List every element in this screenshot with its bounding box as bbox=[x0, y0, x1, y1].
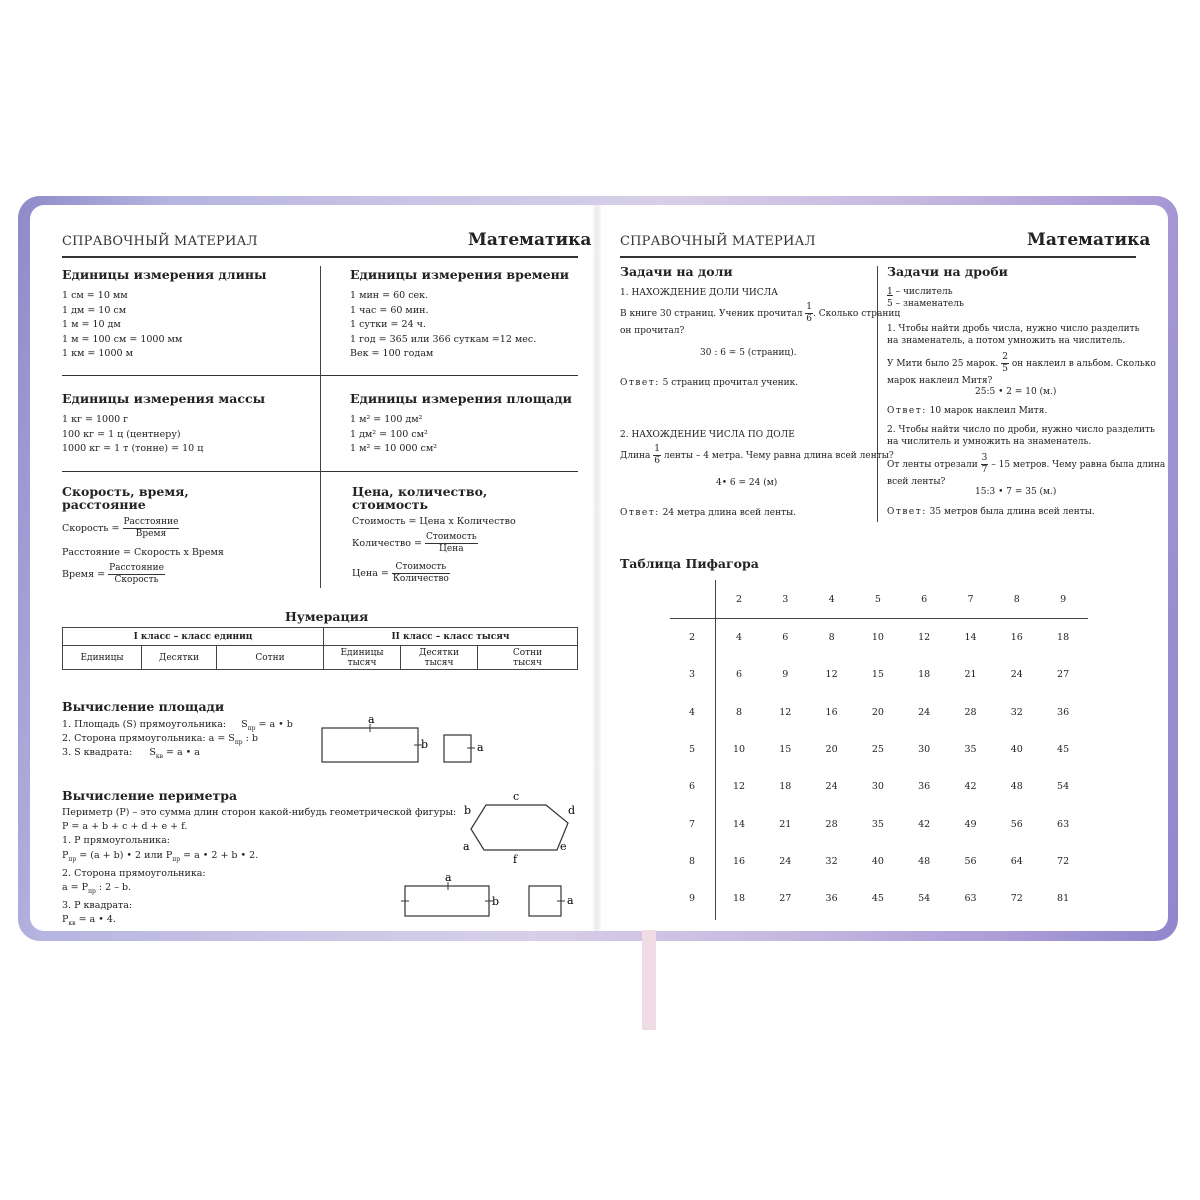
pythagoras-table bbox=[670, 580, 1090, 920]
mass-units-title: Единицы измерения массы bbox=[62, 391, 266, 406]
text: В книге 30 страниц. Ученик прочитал bbox=[620, 309, 803, 319]
text: 1. Площадь (S) прямоугольника: bbox=[62, 719, 227, 730]
denominator: 5 bbox=[887, 299, 893, 309]
text-line bbox=[887, 286, 964, 298]
pythagoras-cell: 42 bbox=[964, 781, 977, 793]
subscript: пр bbox=[172, 855, 181, 863]
numerator: Расстояние bbox=[123, 517, 179, 527]
pythagoras-cell: 24 bbox=[1010, 669, 1023, 681]
pythagoras-cell: 48 bbox=[1010, 781, 1023, 793]
text-line: 2. Чтобы найти число по дроби, нужно число разделить bbox=[887, 425, 1155, 435]
left-page-header: СПРАВОЧНЫЙ МАТЕРИАЛ bbox=[62, 234, 258, 249]
shares-calc-1: 30 : 6 = 5 (страниц). bbox=[700, 348, 797, 358]
time-line: Век = 100 годам bbox=[350, 348, 434, 359]
digit-thousand-tens bbox=[401, 646, 478, 670]
area-line: 1 дм² = 100 см² bbox=[350, 428, 428, 440]
length-line: 1 м = 10 дм bbox=[62, 319, 121, 330]
length-line: 1 км = 1000 м bbox=[62, 348, 133, 359]
fraction-legend bbox=[887, 286, 964, 310]
pythagoras-col-header: 5 bbox=[874, 594, 881, 605]
answer-label: Ответ: bbox=[887, 507, 927, 517]
pythagoras-col-header: 6 bbox=[921, 594, 928, 605]
fraction bbox=[392, 562, 450, 585]
label-a: a bbox=[463, 840, 470, 853]
numerator: 1 bbox=[887, 287, 893, 297]
area-calc-line-3 bbox=[62, 746, 200, 764]
pythagoras-cell: 27 bbox=[1057, 669, 1070, 681]
pythagoras-cell: 27 bbox=[779, 893, 792, 905]
pythagoras-cell: 21 bbox=[964, 669, 977, 681]
shares-problem-2 bbox=[620, 444, 894, 467]
fraction bbox=[425, 532, 478, 555]
numerator: Расстояние bbox=[109, 563, 164, 573]
answer-text: 24 метра длина всей ленты. bbox=[662, 508, 797, 518]
answer-label: Ответ: bbox=[620, 508, 660, 518]
text-line: всей ленты? bbox=[887, 477, 946, 487]
text: = a • b bbox=[255, 719, 293, 730]
label-c: c bbox=[513, 790, 520, 803]
label-b: b bbox=[421, 738, 429, 751]
answer-text: 35 метров была длина всей ленты. bbox=[929, 507, 1095, 517]
digit-thousand-units bbox=[324, 646, 401, 670]
length-line: 1 см = 10 мм bbox=[62, 290, 128, 301]
area-units-title: Единицы измерения площади bbox=[350, 391, 572, 406]
subscript: пр bbox=[88, 887, 96, 895]
text: – знаменатель bbox=[895, 299, 964, 309]
denominator: Цена bbox=[439, 544, 464, 554]
perimeter-diagram bbox=[398, 870, 578, 922]
pythagoras-cell: 42 bbox=[918, 818, 931, 830]
text: . Сколько страниц bbox=[813, 309, 901, 319]
class-1-header: I класс – класс единиц bbox=[63, 628, 324, 646]
text-line bbox=[887, 453, 1165, 476]
price-title-line: Цена, количество, bbox=[352, 484, 488, 499]
pythagoras-cell: 12 bbox=[732, 781, 746, 793]
text: : b bbox=[242, 733, 258, 744]
time-line: 1 мин = 60 сек. bbox=[350, 290, 429, 301]
subscript: кв bbox=[68, 920, 76, 928]
pythagoras-cell: 72 bbox=[1057, 855, 1070, 867]
time-line: 1 час = 60 мин. bbox=[350, 304, 429, 316]
shares-problem-1 bbox=[620, 302, 900, 337]
price-title bbox=[352, 485, 487, 511]
text: = a • a bbox=[162, 747, 200, 758]
label-b: b bbox=[492, 895, 500, 908]
cell-line: тысяч bbox=[513, 657, 542, 668]
area-line: 1 м² = 10 000 см² bbox=[350, 443, 438, 454]
shares-answer-1 bbox=[620, 376, 798, 391]
pythagoras-col-header: 4 bbox=[828, 594, 835, 605]
mass-line: 1 кг = 1000 г bbox=[62, 414, 129, 425]
pythagoras-cell: 72 bbox=[1010, 893, 1023, 905]
right-page-header: СПРАВОЧНЫЙ МАТЕРИАЛ bbox=[620, 234, 816, 249]
time-line: 1 год = 365 или 366 суткам =12 мес. bbox=[350, 333, 537, 345]
text: S bbox=[149, 747, 156, 758]
pythagoras-cell: 45 bbox=[871, 893, 884, 905]
pythagoras-cell: 6 bbox=[735, 669, 743, 681]
text-line: Р = a + b + c + d + e + f. bbox=[62, 821, 188, 833]
pythagoras-cell: 6 bbox=[782, 632, 789, 643]
answer-text: 10 марок наклеил Митя. bbox=[929, 406, 1048, 416]
price-formula-3 bbox=[352, 562, 450, 585]
denominator: Скорость bbox=[114, 575, 159, 585]
text: У Мити было 25 марок. bbox=[887, 359, 999, 369]
pythagoras-cell: 8 bbox=[735, 706, 743, 718]
formula-left: Скорость = bbox=[62, 523, 120, 534]
text-line: на знаменатель, а потом умножить на числитель. bbox=[887, 336, 1126, 346]
numeration-table bbox=[62, 627, 578, 670]
formula bbox=[241, 719, 293, 730]
length-line: 1 м = 100 см = 1000 мм bbox=[62, 333, 183, 345]
pythagoras-cell: 18 bbox=[732, 893, 746, 905]
mass-line: 1000 кг = 1 т (тонне) = 10 ц bbox=[62, 443, 204, 454]
pythagoras-cell: 30 bbox=[918, 743, 931, 755]
pythagoras-cell: 48 bbox=[918, 855, 931, 867]
pythagoras-row-header: 6 bbox=[688, 781, 696, 793]
pythagoras-cell: 40 bbox=[871, 855, 884, 867]
subscript: пр bbox=[247, 724, 256, 732]
subscript: пр bbox=[68, 855, 77, 863]
pythagoras-cell: 9 bbox=[782, 669, 789, 681]
pythagoras-col-header: 3 bbox=[782, 594, 789, 605]
pythagoras-cell: 10 bbox=[871, 632, 884, 643]
text: Длина bbox=[620, 451, 651, 461]
pythagoras-col-header: 7 bbox=[967, 594, 974, 605]
pythagoras-cell: 81 bbox=[1057, 893, 1070, 905]
cell-line: Сотни bbox=[512, 647, 543, 658]
pythagoras-cell: 20 bbox=[825, 743, 838, 755]
length-units-title: Единицы измерения длины bbox=[62, 267, 267, 282]
length-units-list bbox=[62, 289, 182, 362]
right-header-rule bbox=[620, 256, 1136, 258]
shares-answer-2 bbox=[620, 506, 796, 521]
hexagon-diagram bbox=[458, 788, 583, 866]
speed-title-line: Скорость, время, bbox=[62, 484, 189, 499]
pythagoras-cell: 64 bbox=[1010, 855, 1023, 867]
text: – числитель bbox=[895, 287, 953, 297]
pythagoras-row-header: 9 bbox=[688, 893, 696, 905]
cell-line: тысяч bbox=[424, 657, 454, 668]
pythagoras-cell: 35 bbox=[871, 818, 884, 830]
text: – 15 метров. Чему равна была длина bbox=[991, 460, 1166, 470]
pythagoras-cell: 18 bbox=[779, 781, 792, 793]
pythagoras-cell: 35 bbox=[964, 743, 977, 755]
pythagoras-row-header: 8 bbox=[688, 855, 696, 867]
text-line: Периметр (Р) – это сумма длин сторон какой-нибудь геометрической фигуры: bbox=[62, 807, 457, 818]
speed-formula-3 bbox=[62, 563, 165, 586]
area-calc-title: Вычисление площади bbox=[62, 699, 225, 714]
class-2-header: II класс – класс тысяч bbox=[324, 628, 578, 646]
bookmark-ribbon bbox=[642, 930, 656, 1030]
text: От ленты отрезали bbox=[887, 460, 978, 470]
text: он наклеил в альбом. Сколько bbox=[1011, 359, 1156, 369]
text: = (a + b) • 2 или Р bbox=[76, 849, 173, 861]
mass-line: 100 кг = 1 ц (центнеру) bbox=[62, 428, 181, 440]
pythagoras-cell: 56 bbox=[1010, 818, 1023, 830]
pythagoras-cell: 16 bbox=[825, 706, 838, 718]
text-line bbox=[62, 849, 456, 867]
left-page-subject: Математика bbox=[468, 230, 592, 250]
left-grid-rule-2 bbox=[62, 471, 578, 472]
pythagoras-cell: 24 bbox=[779, 855, 792, 867]
price-formula-2 bbox=[352, 532, 478, 555]
pythagoras-cell: 36 bbox=[825, 893, 838, 905]
table-horizontal-rule bbox=[670, 618, 1088, 619]
numerator: Стоимость bbox=[426, 532, 477, 542]
pythagoras-cell: 15 bbox=[779, 743, 792, 755]
pythagoras-title: Таблица Пифагора bbox=[620, 556, 759, 571]
left-header-rule bbox=[62, 256, 578, 258]
text-line: на числитель и умножить на знаменатель. bbox=[887, 437, 1092, 447]
digit-hundreds bbox=[217, 646, 324, 670]
pythagoras-cell: 36 bbox=[1057, 706, 1070, 718]
text: = a • 4. bbox=[75, 914, 116, 926]
fractions-problem-2 bbox=[887, 453, 1165, 488]
fraction bbox=[1001, 352, 1009, 375]
text: S bbox=[241, 719, 248, 730]
cell-line: Единицы bbox=[340, 647, 384, 658]
rectangle-shape bbox=[405, 886, 489, 916]
fractions-rule-2 bbox=[887, 424, 1155, 448]
text-line bbox=[620, 302, 900, 325]
pythagoras-cell: 28 bbox=[964, 706, 977, 718]
pythagoras-cell: 16 bbox=[1010, 632, 1023, 643]
text-line: 1. Чтобы найти дробь числа, нужно число разделить bbox=[887, 324, 1140, 334]
numerator: 1 bbox=[654, 444, 661, 454]
pythagoras-cell: 12 bbox=[825, 669, 838, 681]
cell-text: Сотни bbox=[255, 652, 285, 663]
text-line: 2. Сторона прямоугольника: bbox=[62, 867, 206, 879]
digit-units: Единицы bbox=[63, 646, 142, 670]
hexagon-shape bbox=[471, 805, 568, 850]
answer-text: 5 страниц прочитал ученик. bbox=[662, 378, 799, 388]
pythagoras-cell: 15 bbox=[871, 669, 884, 681]
text: : 2 – b. bbox=[95, 881, 132, 893]
denominator: Время bbox=[135, 529, 167, 539]
pythagoras-cell: 54 bbox=[918, 893, 931, 905]
pythagoras-cell: 4 bbox=[735, 632, 743, 643]
pythagoras-cell: 10 bbox=[732, 743, 746, 755]
label-a: a bbox=[477, 741, 484, 754]
left-grid-divider bbox=[320, 266, 321, 588]
pythagoras-cell: 16 bbox=[732, 855, 746, 867]
time-line: 1 сутки = 24 ч. bbox=[350, 319, 426, 330]
numerator: Стоимость bbox=[392, 562, 450, 574]
pythagoras-cell: 28 bbox=[825, 818, 838, 830]
pythagoras-cell: 30 bbox=[871, 781, 884, 793]
shares-title: Задачи на доли bbox=[620, 264, 733, 279]
pythagoras-cell: 25 bbox=[871, 743, 884, 755]
label-d: d bbox=[568, 804, 576, 817]
pythagoras-cell: 18 bbox=[918, 669, 931, 681]
pythagoras-cell: 21 bbox=[779, 818, 792, 830]
fractions-answer-1 bbox=[887, 404, 1047, 419]
left-grid-rule-1 bbox=[62, 375, 578, 376]
right-page-subject: Математика bbox=[1027, 230, 1151, 250]
numeration-title: Нумерация bbox=[285, 609, 369, 624]
subscript: кв bbox=[155, 752, 163, 760]
speed-formula-2: Расстояние = Скорость х Время bbox=[62, 547, 224, 558]
digit-thousand-hundreds bbox=[478, 646, 578, 670]
pythagoras-cell: 12 bbox=[918, 632, 931, 643]
notebook-spine bbox=[592, 205, 602, 931]
pythagoras-cell: 12 bbox=[779, 706, 792, 718]
text-line: марок наклеил Митя? bbox=[887, 376, 993, 386]
pythagoras-col-header: 9 bbox=[1060, 594, 1067, 605]
text: = a • 2 + b • 2. bbox=[180, 849, 259, 861]
pythagoras-cell: 24 bbox=[825, 781, 838, 793]
pythagoras-cell: 24 bbox=[918, 706, 931, 718]
numerator: 1 bbox=[806, 302, 813, 312]
pythagoras-cell: 32 bbox=[825, 855, 838, 867]
pythagoras-cell: 8 bbox=[828, 632, 835, 643]
length-line: 1 дм = 10 см bbox=[62, 304, 127, 316]
text: 3. S квадрата: bbox=[62, 747, 133, 758]
mass-units-list bbox=[62, 413, 203, 457]
pythagoras-row-header: 7 bbox=[688, 818, 696, 830]
pythagoras-cell: 63 bbox=[1057, 818, 1070, 830]
text: a = Р bbox=[62, 881, 89, 893]
digit-tens: Десятки bbox=[142, 646, 217, 670]
pythagoras-cell: 18 bbox=[1057, 632, 1070, 643]
pythagoras-row-header: 3 bbox=[688, 669, 696, 681]
text: Р bbox=[62, 914, 69, 926]
denominator: 5 bbox=[1002, 364, 1008, 374]
shares-calc-2: 4• 6 = 24 (м) bbox=[716, 478, 778, 488]
price-title-line: стоимость bbox=[352, 497, 429, 512]
rectangle-shape bbox=[322, 728, 418, 762]
pythagoras-row-header: 4 bbox=[688, 706, 696, 718]
pythagoras-row-header: 2 bbox=[688, 632, 696, 643]
speed-title-line: расстояние bbox=[62, 497, 146, 512]
text-line: 3. Р квадрата: bbox=[62, 900, 133, 911]
area-units-list bbox=[350, 413, 437, 457]
square-shape bbox=[529, 886, 561, 916]
pythagoras-cell: 32 bbox=[1010, 706, 1023, 718]
numerator: 2 bbox=[1002, 352, 1008, 362]
formula bbox=[149, 747, 200, 758]
pythagoras-cell: 49 bbox=[964, 818, 977, 830]
formula-left: Время = bbox=[62, 569, 106, 580]
label-a: a bbox=[567, 894, 574, 907]
answer-label: Ответ: bbox=[887, 406, 927, 416]
fraction bbox=[981, 453, 989, 476]
label-a: a bbox=[445, 871, 452, 884]
numerator: 3 bbox=[981, 453, 988, 463]
shares-section-2: 2. НАХОЖДЕНИЕ ЧИСЛА ПО ДОЛЕ bbox=[620, 430, 795, 440]
price-formula-1: Стоимость = Цена х Количество bbox=[352, 516, 516, 527]
text-line: он прочитал? bbox=[620, 326, 685, 336]
label-b: b bbox=[464, 804, 472, 817]
fractions-answer-2 bbox=[887, 505, 1095, 520]
pythagoras-cell: 45 bbox=[1057, 743, 1070, 755]
subscript: пр bbox=[234, 738, 243, 746]
denominator: 6 bbox=[806, 314, 813, 324]
label-e: e bbox=[560, 840, 567, 853]
formula-left: Цена = bbox=[352, 568, 389, 579]
pythagoras-cell: 14 bbox=[964, 632, 977, 643]
fraction bbox=[653, 444, 661, 467]
pythagoras-cell: 63 bbox=[964, 893, 977, 905]
area-diagram bbox=[315, 710, 495, 770]
fractions-rule-1 bbox=[887, 323, 1139, 347]
table-vertical-rule bbox=[715, 580, 716, 920]
pythagoras-cell: 36 bbox=[918, 781, 931, 793]
pythagoras-col-header: 8 bbox=[1013, 594, 1020, 605]
answer-label: Ответ: bbox=[620, 378, 660, 388]
pythagoras-cell: 14 bbox=[732, 818, 746, 830]
text-line bbox=[887, 298, 964, 310]
time-units-list bbox=[350, 289, 536, 362]
label-f: f bbox=[513, 853, 518, 866]
square-shape bbox=[444, 735, 471, 762]
pythagoras-cell: 20 bbox=[871, 706, 884, 718]
pythagoras-cell: 56 bbox=[964, 855, 977, 867]
pythagoras-col-header: 2 bbox=[735, 594, 743, 605]
fractions-title: Задачи на дроби bbox=[887, 264, 1008, 279]
pythagoras-cell: 40 bbox=[1010, 743, 1023, 755]
denominator: 6 bbox=[654, 456, 661, 466]
fraction bbox=[805, 302, 813, 325]
pythagoras-cell: 54 bbox=[1057, 781, 1070, 793]
fractions-problem-1 bbox=[887, 352, 1156, 387]
cell-line: Десятки bbox=[419, 647, 459, 658]
formula-left: Количество = bbox=[352, 538, 422, 549]
cell-line: тысяч bbox=[347, 657, 377, 668]
denominator: Количество bbox=[392, 574, 449, 584]
text-line: 1. Р прямоугольника: bbox=[62, 835, 170, 847]
area-line: 1 м² = 100 дм² bbox=[350, 414, 423, 425]
fractions-calc-1: 25:5 • 2 = 10 (м.) bbox=[975, 387, 1057, 397]
pythagoras-row-header: 5 bbox=[688, 743, 696, 755]
fraction bbox=[123, 517, 180, 540]
text-line bbox=[887, 352, 1156, 375]
text: ленты – 4 метра. Чему равна длина всей ленты? bbox=[663, 451, 894, 461]
perimeter-title: Вычисление периметра bbox=[62, 788, 238, 803]
denominator: 7 bbox=[981, 465, 988, 475]
speed-title bbox=[62, 485, 189, 511]
shares-section-1: 1. НАХОЖДЕНИЕ ДОЛИ ЧИСЛА bbox=[620, 288, 778, 298]
fraction bbox=[108, 563, 165, 586]
time-units-title: Единицы измерения времени bbox=[350, 267, 570, 282]
text: Р bbox=[62, 849, 69, 861]
fractions-calc-2: 15:3 • 7 = 35 (м.) bbox=[975, 487, 1057, 497]
text: 2. Сторона прямоугольника: a = S bbox=[62, 733, 235, 744]
speed-formula-1 bbox=[62, 517, 179, 540]
label-a: a bbox=[368, 713, 375, 726]
